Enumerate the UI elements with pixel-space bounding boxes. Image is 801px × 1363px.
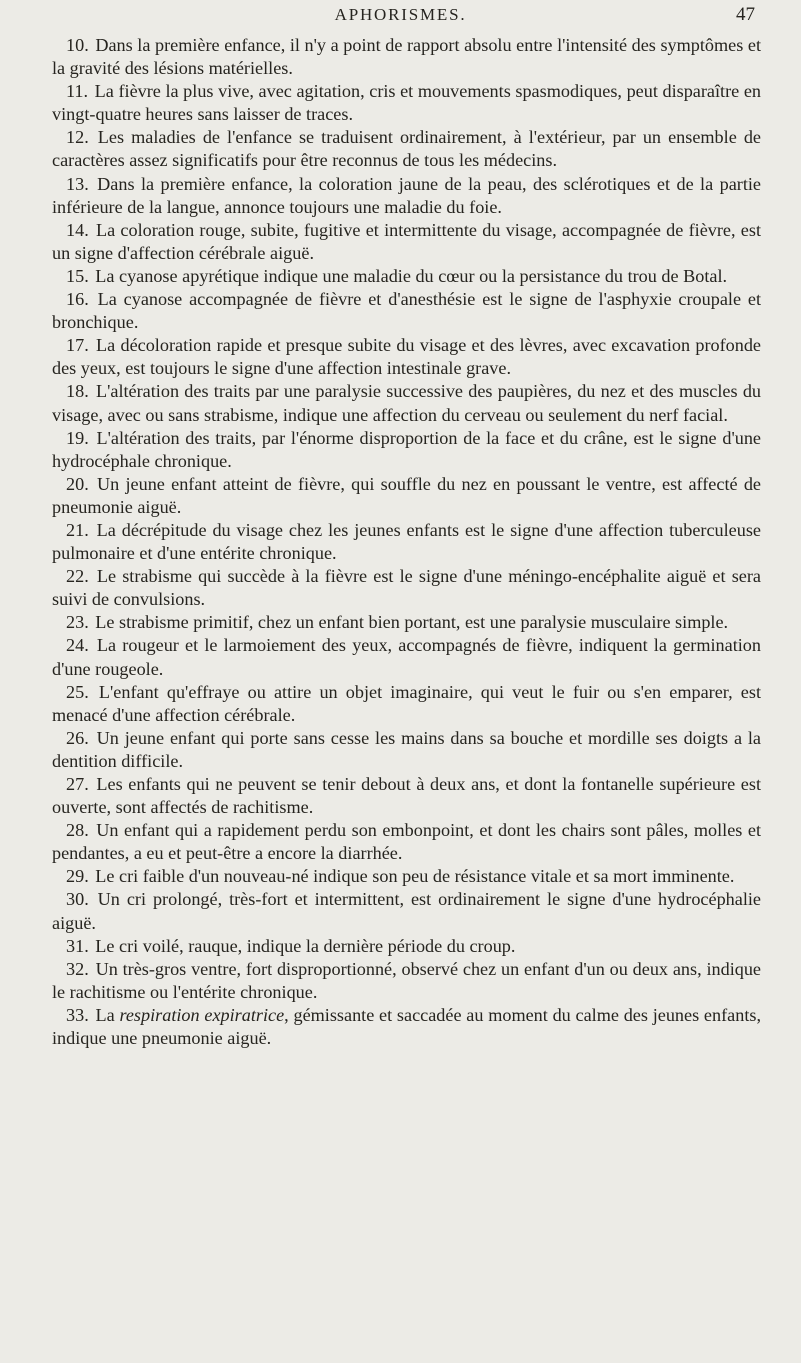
aphorism-number: 10.	[66, 35, 89, 55]
aphorism-text: Le cri voilé, rauque, indique la dernière période du croup.	[95, 935, 516, 956]
aphorism-text: L'enfant qu'effraye ou attire un objet imaginaire, qui veut le fuir ou s'en emparer, est menacé d'une affection cérébrale.	[52, 681, 762, 725]
aphorism-number: 18.	[66, 381, 89, 402]
aphorism-number: 23.	[66, 612, 89, 633]
aphorism-number: 30.	[66, 889, 89, 910]
aphorism-17	[52, 334, 761, 380]
aphorisms-text	[52, 34, 761, 1050]
aphorism-number: 26.	[66, 727, 89, 748]
aphorism-13	[52, 173, 761, 219]
aphorism-number: 33.	[66, 1004, 89, 1025]
aphorism-31	[52, 935, 761, 958]
aphorism-number: 24.	[66, 635, 89, 656]
aphorism-number: 11.	[66, 81, 89, 102]
aphorism-number: 31.	[66, 935, 89, 956]
aphorism-text: , gémissante et saccadée au moment du calme des jeunes enfants, indique une pneumonie aiguë.	[52, 1004, 762, 1049]
aphorism-text: Les maladies de l'enfance se traduisent ordinairement, à l'extérieur, par un ensemble de caractères assez significatifs pour être reconnus de tous les médecins.	[52, 127, 761, 171]
aphorism-12	[52, 126, 761, 172]
aphorism-text: L'altération des traits par une paralysie successive des paupières, du nez et des muscles du visage, avec ou sans strabisme, indique une affection du cerveau ou seulement du nerf facial.	[52, 381, 761, 425]
aphorism-number: 16.	[66, 289, 89, 310]
aphorism-number: 32.	[66, 958, 89, 979]
aphorism-lead: La	[95, 1004, 115, 1025]
aphorism-number: 29.	[66, 866, 89, 887]
aphorism-number: 19.	[66, 427, 89, 448]
aphorism-number: 14.	[66, 219, 89, 240]
aphorism-text: Les enfants qui ne peuvent se tenir debout à deux ans, et dont la fontanelle supérieure est ouverte, sont affectés de rachitisme.	[52, 774, 762, 818]
aphorism-text: Le cri faible d'un nouveau-né indique son peu de résistance vitale et sa mort imminente.	[95, 866, 735, 887]
aphorism-10	[52, 34, 761, 80]
aphorism-32	[52, 958, 761, 1004]
aphorism-number: 27.	[66, 774, 89, 794]
aphorism-text: Un jeune enfant atteint de fièvre, qui souffle du nez en poussant le ventre, est affecté de pneumonie aiguë.	[52, 473, 762, 517]
aphorism-28	[52, 819, 761, 865]
aphorism-text: Le strabisme primitif, chez un enfant bien portant, est une paralysie musculaire simple.	[95, 612, 729, 633]
aphorism-text: Dans la première enfance, il n'y a point de rapport absolu entre l'intensité des symptômes et la gravité des lésions matérielles.	[52, 35, 762, 79]
running-title: APHORISMES.	[334, 5, 467, 24]
aphorism-23	[52, 611, 761, 634]
aphorism-text: La coloration rouge, subite, fugitive et intermittente du visage, accompagnée de fièvre, est un signe d'affection cérébrale aiguë.	[52, 219, 762, 263]
aphorism-24	[52, 634, 761, 680]
aphorism-number: 20.	[66, 473, 89, 494]
aphorism-text: Le strabisme qui succède à la fièvre est le signe d'une méningo-encéphalite aiguë et sera suivi de convulsions.	[52, 566, 761, 610]
aphorism-text: La décoloration rapide et presque subite du visage et des lèvres, avec excavation profonde des yeux, est toujours le signe d'une affection intestinale grave.	[52, 335, 762, 379]
aphorism-text: L'altération des traits, par l'énorme disproportion de la face et du crâne, est le signe d'une hydrocéphale chronique.	[52, 427, 762, 471]
aphorism-number: 13.	[66, 173, 89, 194]
aphorism-14	[52, 219, 761, 265]
aphorism-text: Un cri prolongé, très-fort et intermittent, est ordinairement le signe d'une hydrocéphalie aiguë.	[52, 889, 762, 933]
aphorism-text: Un enfant qui a rapidement perdu son embonpoint, et dont les chairs sont pâles, molles et pendantes, a eu et peut-être a encore la diarrhée.	[52, 820, 761, 864]
aphorism-11	[52, 80, 761, 126]
aphorism-number: 28.	[66, 820, 89, 841]
aphorism-number: 21.	[66, 519, 89, 540]
aphorism-19	[52, 427, 761, 473]
aphorism-15	[52, 265, 761, 288]
aphorism-number: 25.	[66, 681, 89, 702]
aphorism-text: La cyanose apyrétique indique une maladie du cœur ou la persistance du trou de Botal.	[95, 265, 728, 286]
aphorism-text: Un très-gros ventre, fort disproportionné, observé chez un enfant d'un ou deux ans, indique le rachitisme ou l'entérite chronique.	[52, 958, 762, 1002]
aphorism-29	[52, 865, 761, 888]
aphorism-25	[52, 681, 761, 727]
aphorism-text: Dans la première enfance, la coloration jaune de la peau, des sclérotiques et de la partie inférieure de la langue, annonce toujours une maladie du foie.	[52, 173, 762, 217]
aphorism-text: La rougeur et le larmoiement des yeux, accompagnés de fièvre, indiquent la germination d'une rougeole.	[52, 635, 761, 679]
aphorism-33	[52, 1004, 761, 1050]
aphorism-number: 17.	[66, 335, 89, 356]
aphorism-30	[52, 888, 761, 934]
aphorism-number: 22.	[66, 566, 89, 587]
aphorism-22	[52, 565, 761, 611]
aphorism-21	[52, 519, 761, 565]
aphorism-text: Un jeune enfant qui porte sans cesse les mains dans sa bouche et mordille ses doigts a la dentition difficile.	[52, 727, 762, 771]
aphorism-20	[52, 473, 761, 519]
aphorism-text: La fièvre la plus vive, avec agitation, cris et mouvements spasmodiques, peut disparaître en vingt-quatre heures sans laisser de traces.	[52, 81, 762, 125]
aphorism-27	[52, 773, 761, 819]
running-head	[0, 4, 801, 30]
aphorism-number: 12.	[66, 127, 89, 148]
aphorism-16	[52, 288, 761, 334]
aphorism-number: 15.	[66, 265, 89, 286]
aphorism-text: La cyanose accompagnée de fièvre et d'anesthésie est le signe de l'asphyxie croupale et bronchique.	[52, 289, 762, 333]
aphorism-18	[52, 380, 761, 426]
aphorism-italic-term: respiration expiratrice	[119, 1004, 285, 1025]
page-number: 47	[736, 4, 755, 25]
aphorism-26	[52, 727, 761, 773]
aphorism-text: La décrépitude du visage chez les jeunes enfants est le signe d'une affection tuberculeuse pulmonaire et d'une entérite chronique.	[52, 519, 762, 564]
